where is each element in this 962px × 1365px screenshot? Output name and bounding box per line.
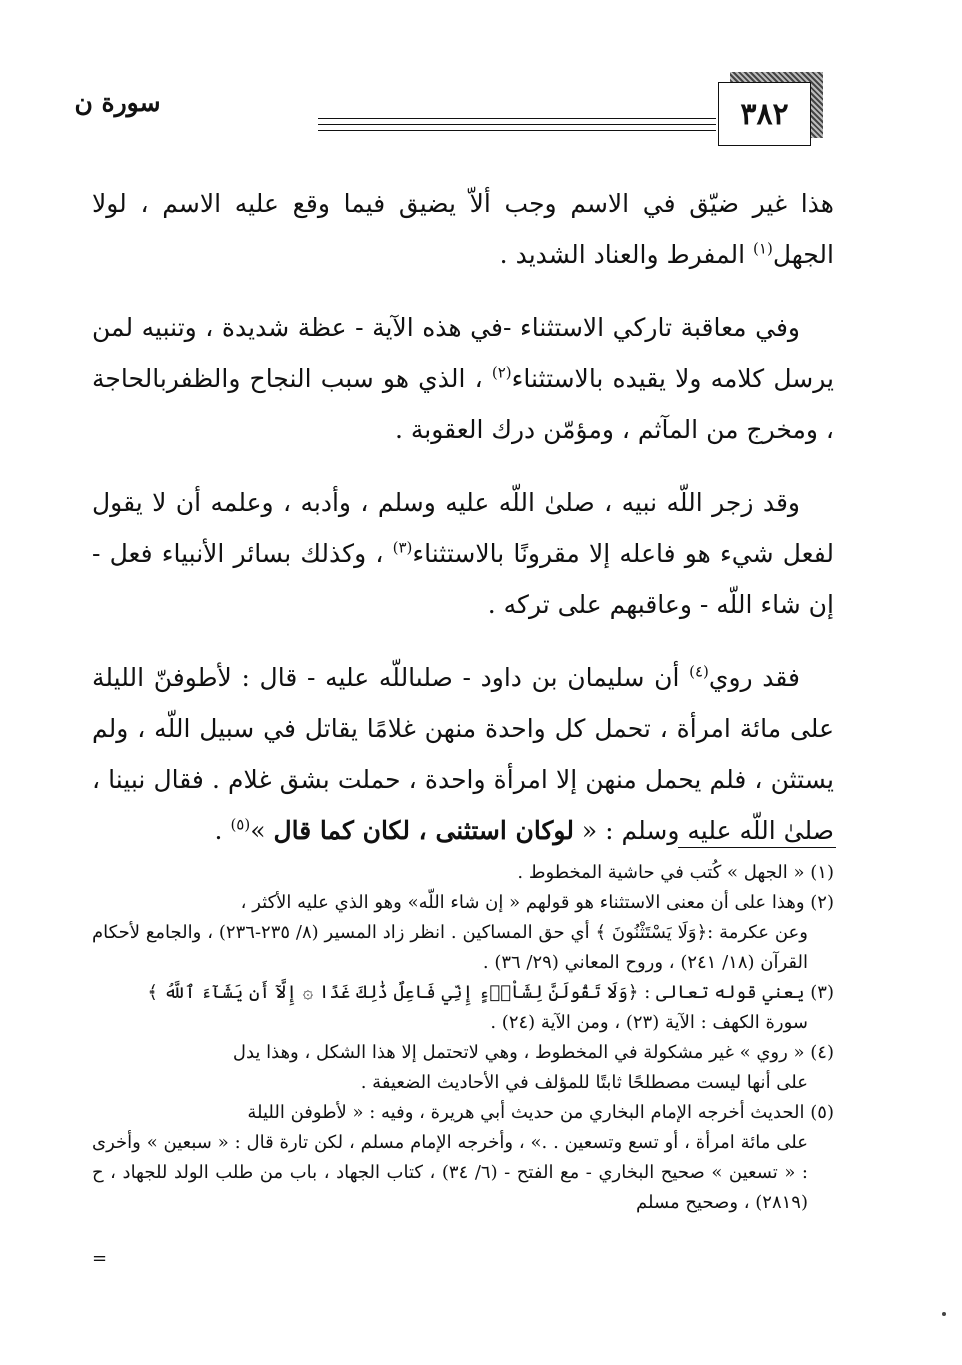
footnote-ref-3: (٣) [392, 538, 413, 557]
paragraph-text: ، وكذلك بسائر الأنبياء فعل - إن شاء اللّه - وعاقبهم على تركه . [92, 539, 834, 619]
footnote-ref-5: (٥) [230, 815, 251, 834]
paragraph-text: ، الذي هو سبب النجاح والظفربالحاجة ، ومخرج من المآثم ، ومؤمّن درك العقوبة . [92, 364, 834, 444]
footnote-ref-4: (٤) [689, 662, 709, 681]
header-rule-1 [318, 118, 716, 119]
scan-speck [942, 1312, 946, 1316]
paragraph-text: المفرط والعناد الشديد . [499, 240, 754, 269]
sura-title: سورة ن [74, 88, 161, 117]
header-rule-2 [318, 124, 716, 125]
footnote-ref-2: (٢) [491, 363, 512, 382]
paragraph-text: . [214, 816, 231, 845]
footnote-text: « روي » غير مشكولة في المخطوط ، وهي لاتحتمل إلا هذا الشكل ، وهذا يدل [232, 1042, 805, 1063]
paragraph-text: وقد زجر اللّه نبيه ، صلىٰ اللّه عليه وسلم ، وأدبه ، وعلمه أن لا يقول لفعل شيء هو فاعله إلا مقرونًا بالاستثناء [92, 488, 834, 568]
paragraph-4 [92, 652, 834, 856]
footnote-4 [92, 1038, 834, 1098]
footnote-number: (٤) [810, 1042, 834, 1063]
paragraph-text: » [250, 816, 274, 845]
footnote-1 [92, 858, 834, 888]
hadith-quote: لوكان استثنى ، لكان كما قال [273, 816, 574, 845]
paragraph-text: أن سليمان بن داود - صلىاللّه عليه - قال : لأطوفنّ الليلة على مائة امرأة ، تحمل كل واحدة منهن غلامًا يقاتل في سبيل اللّه ، ولم يستثن ، فلم يحمل منهن إلا امرأة واحدة ، حملت بشق غلام . فقال نبينا ، صلىٰ اللّه عليه وسلم : « [92, 663, 834, 845]
footnote-5 [92, 1098, 834, 1218]
main-text [92, 178, 834, 878]
continuation-mark: = [92, 1248, 108, 1269]
footnote-continuation: وعن عكرمة :﴿وَلَا يَسْتَثْنُونَ ﴾ أي حق المساكين . انظر زاد المسير (٨/ ٢٣٥-٢٣٦) ، والجامع لأحكام القرآن (١٨/ ٢٤١) ، وروح المعاني (٢٩/ ٣٦) . [92, 922, 808, 973]
footnote-continuation: على أنها ليست مصطلحًا ثابتًا للمؤلف في الأحاديث الضعيفة . [360, 1072, 808, 1093]
page-number: ٣٨٢ [740, 96, 789, 132]
page-number-box [718, 82, 811, 146]
footnote-3 [92, 978, 834, 1038]
footnote-text: يعني قوله تعالى : ﴿وَلَا تَقُولَنَّ لِشَاْىۡءٍ إِنِّي فَاعِلٌ ذَٰلِكَ غَدًا ۞ إِلَّآ أَن يَشَآءَ ٱللَّهُ ﴾ [147, 982, 805, 1003]
footnote-text: الحديث أخرجه الإمام البخاري من حديث أبي هريرة ، وفيه : « لأطوفن الليلة [247, 1102, 805, 1123]
footnote-number: (٢) [810, 892, 834, 913]
footnote-text: وهذا على أن معنى الاستثناء هو قولهم « إن شاء اللّه» وهو الذي عليه الأكثر ، [240, 892, 805, 913]
paragraph-2 [92, 302, 834, 455]
footnote-text: « الجهل » كُتب في حاشية المخطوط . [517, 862, 805, 883]
paragraph-text: هذا غير ضيّق في الاسم وجب ألاّ يضيق فيما وقع عليه الاسم ، لولا الجهل [92, 189, 834, 269]
header-rule-3 [318, 130, 716, 131]
footnote-continuation: على مائة امرأة ، أو تسع وتسعين . .» ، وأخرجه الإمام مسلم ، لكن تارة قال : « سبعين » وأخرى : « تسعين » صحيح البخاري - مع الفتح - (٦/ ٣٤) ، كتاب الجهاد ، باب من طلب الولد للجهاد ، ح (٢٨١٩) ، وصحيح مسلم [92, 1132, 808, 1213]
footnote-continuation: سورة الكهف : الآية (٢٣) ، ومن الآية (٢٤) . [490, 1012, 808, 1033]
paragraph-text: وفي معاقبة تاركي الاستثناء -في هذه الآية - عظة شديدة ، وتنبيه لمن يرسل كلامه ولا يقيده بالاستثناء [92, 313, 834, 393]
paragraph-text: فقد روي [708, 663, 800, 692]
paragraph-1 [92, 178, 834, 280]
footnote-ref-1: (١) [753, 239, 773, 258]
footnote-separator [678, 847, 836, 848]
footnote-2 [92, 888, 834, 978]
footnote-number: (١) [810, 862, 834, 883]
paragraph-3 [92, 477, 834, 630]
footnote-number: (٥) [810, 1102, 834, 1123]
footnote-number: (٣) [810, 982, 834, 1003]
footnotes [92, 858, 834, 1218]
